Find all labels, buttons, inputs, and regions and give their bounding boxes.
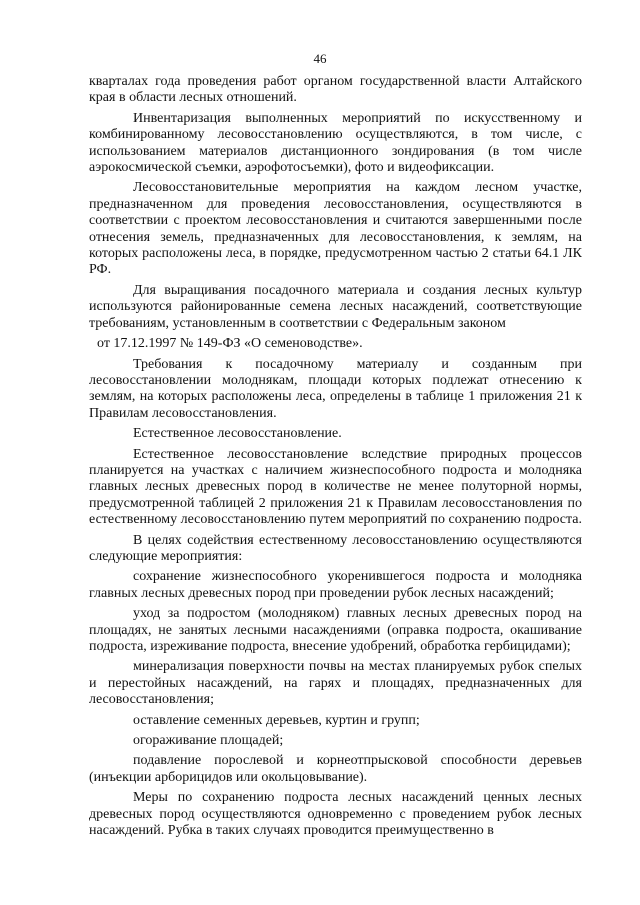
paragraph: Лесовосстановительные мероприятия на каждом лесном участке, предназначенном для проведения лесовосстановления, осуществляются в соответствии с проектом лесовосстановления и считаются завершенными после отнесения земель, предназначенных для лесовосстановления, к землям, на которых расположены леса, в порядке, предусмотренном частью 2 статьи 64.1 ЛК РФ.	[89, 180, 582, 278]
paragraph: Естественное лесовосстановление.	[133, 426, 342, 442]
paragraph: оставление семенных деревьев, куртин и групп;	[133, 712, 420, 728]
page-body	[89, 74, 582, 843]
paragraph: от 17.12.1997 № 149-ФЗ «О семеноводстве».	[97, 336, 363, 352]
paragraph: Для выращивания посадочного материала и создания лесных культур используются районированные семена лесных насаждений, соответствующие требованиям, установленным в соответствии с Федеральным законом	[89, 282, 582, 331]
paragraph: кварталах года проведения работ органом государственной власти Алтайского края в области лесных отношений.	[89, 74, 582, 106]
paragraph: В целях содействия естественному лесовосстановлению осуществляются следующие мероприятия:	[89, 532, 582, 564]
paragraph: Требования к посадочному материалу и созданным при лесовосстановлении молоднякам, площади которых подлежат отнесению к землям, на которых расположены леса, определены в таблице 1 приложения 21 к Правилам лесовосстановления.	[89, 356, 582, 421]
page-number: 46	[313, 51, 327, 66]
paragraph: уход за подростом (молодняком) главных лесных древесных пород на площадях, не занятых лесными насаждениями (оправка подроста, окашивание подроста, изреживание подроста, внесение удобрений, обработка гербицидами);	[89, 606, 582, 654]
paragraph: Естественное лесовосстановление вследствие природных процессов планируется на участках с наличием жизнеспособного подроста и молодняка главных лесных древесных пород в количестве не менее полуторной нормы, предусмотренной таблицей 2 приложения 21 к Правилам лесовосстановления по естественному лесовосстановлению путем мероприятий по сохранению подроста.	[89, 446, 583, 528]
paragraph: Инвентаризация выполненных мероприятий по искусственному и комбинированному лесовосстановлению осуществляются, в том числе, с использованием материалов дистанционного зондирования (в том числе аэрокосмической съемки, аэрофотосъемки), фото и видеофиксации.	[89, 110, 582, 176]
paragraph: огораживание площадей;	[133, 733, 284, 749]
paragraph: подавление порослевой и корнеотпрысковой способности деревьев (инъекции арборицидов или окольцовывание).	[89, 753, 582, 785]
paragraph: Меры по сохранению подроста лесных насаждений ценных лесных древесных пород осуществляются одновременно с проведением рубок лесных насаждений. Рубка в таких случаях проводится преимущественно в	[89, 790, 582, 839]
paragraph: сохранение жизнеспособного укоренившегося подроста и молодняка главных лесных древесных пород при проведении рубок лесных насаждений;	[89, 569, 582, 601]
paragraph: минерализация поверхности почвы на местах планируемых рубок спелых и перестойных насаждений, на гарях и площадях, предназначенных для лесовосстановления;	[89, 659, 582, 708]
